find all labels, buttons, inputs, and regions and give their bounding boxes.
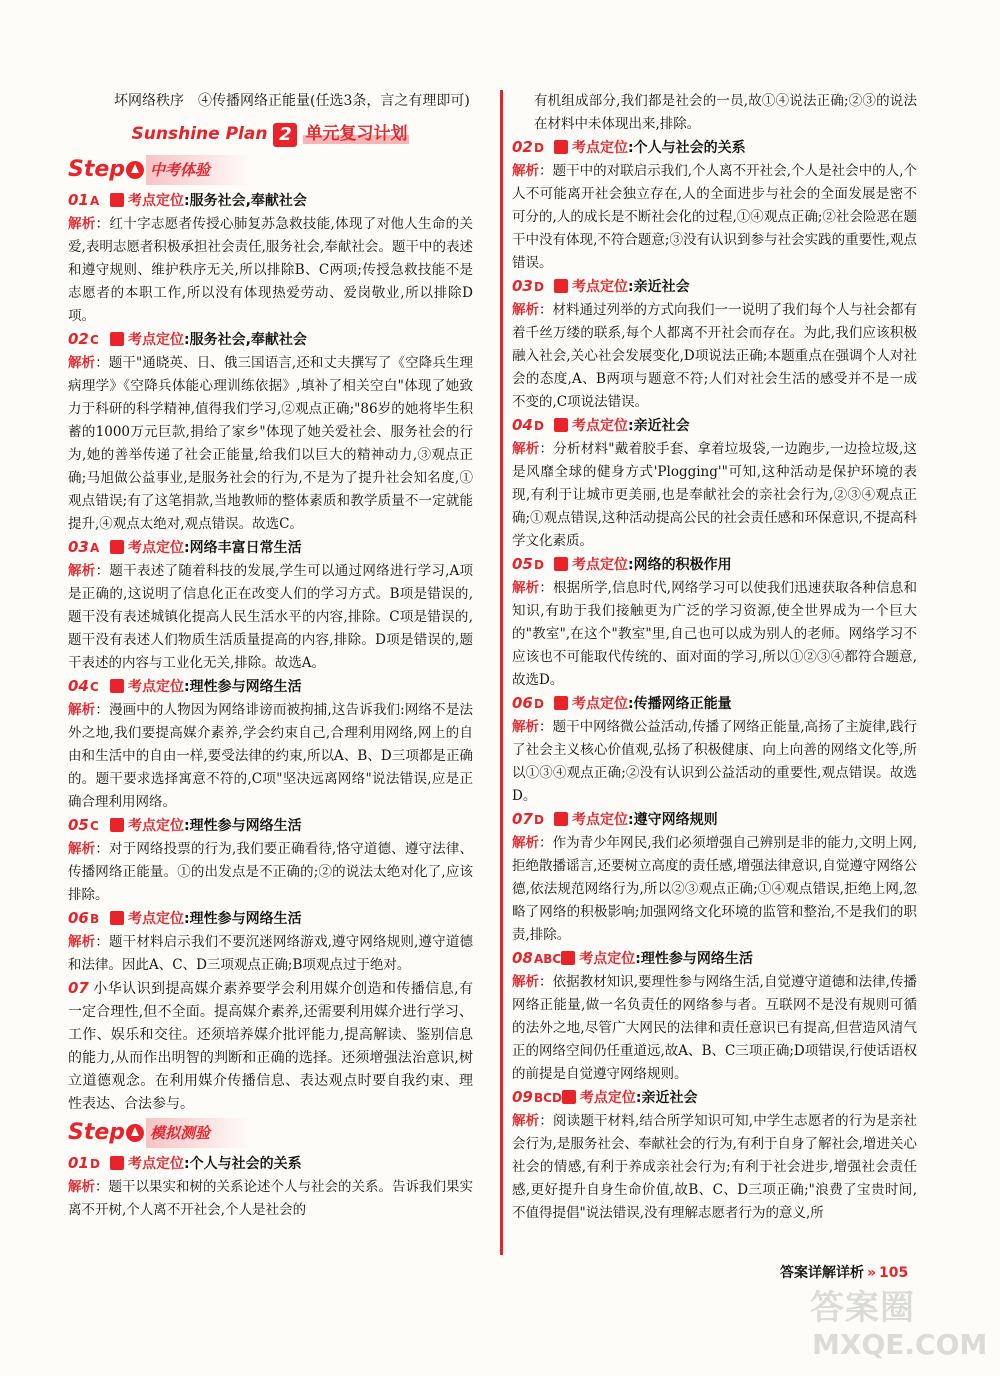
answer-choice: A (90, 194, 100, 208)
answer-head (512, 947, 917, 971)
answer-item (512, 275, 917, 414)
analysis-label: 解析 (512, 302, 539, 318)
analysis-text: ：红十字志愿者传授心肺复苏急救技能,体现了对他人生命的关爱,表明志愿者积极承担社会责任,服务社会,奉献社会。题干中的表述和遵守规则、维护秩序无关,所以排除B、C两项;传授急救技能不是志愿者的本职工作,所以没有体现热爱劳动、爱岗敬业,所以排除D项。 (68, 216, 473, 324)
item-number: 04 (512, 416, 533, 434)
answer-head (68, 907, 473, 931)
step-title: 模拟测验 (146, 1118, 250, 1148)
topic-value: 亲近社会 (641, 1090, 698, 1106)
topic-value: 传播网络正能量 (633, 696, 732, 712)
item-number: 03 (512, 277, 533, 295)
answer-item (68, 814, 473, 907)
answer-item (68, 907, 473, 977)
answer-item (512, 808, 917, 947)
topic-colon: : (628, 418, 634, 434)
analysis-body (512, 577, 917, 692)
answer-head (512, 692, 917, 716)
topic-colon: : (184, 679, 190, 695)
analysis-body (512, 299, 917, 414)
answer-head (68, 814, 473, 838)
answer-choice: B (90, 912, 100, 926)
plan-number: 2 (273, 123, 297, 147)
topic-colon: : (184, 1156, 190, 1172)
answer-item (512, 553, 917, 692)
item-number: 02 (512, 138, 533, 156)
topic-colon: : (628, 279, 634, 295)
topic-colon: : (184, 193, 190, 209)
analysis-label: 解析 (68, 934, 96, 950)
topic-label: 考点定位 (572, 418, 628, 434)
analysis-body (512, 832, 917, 947)
step-2-header (68, 1118, 473, 1148)
topic-value: 亲近社会 (633, 418, 690, 434)
item-number: 04 (68, 677, 89, 695)
step-title: 中考体验 (146, 155, 250, 185)
analysis-body (512, 1110, 917, 1225)
analysis-text: ：题干中网络微公益活动,传播了网络正能量,高扬了主旋律,践行了社会主义核心价值观,弘扬了积极健康、向上向善的网络文化等,所以①③④观点正确;②没有认识到公益活动的重要性,观点错误。故选D。 (512, 719, 918, 804)
answer-head (512, 553, 917, 577)
pen-icon (110, 1156, 124, 1170)
topic-value: 亲近社会 (633, 279, 690, 295)
page-footer (780, 1262, 908, 1282)
analysis-label: 解析 (68, 702, 96, 718)
topic-value: 理性参与网络生活 (640, 951, 753, 967)
answer-item (512, 414, 917, 553)
answer-choice: ABC (534, 952, 562, 966)
topic-value: 个人与社会的关系 (189, 1156, 302, 1172)
topic-colon: : (628, 557, 634, 573)
intro-text: 坏网络秩序 ④传播网络正能量(任选3条，言之有理即可) (114, 93, 470, 109)
topic-value: 理性参与网络生活 (189, 818, 302, 834)
analysis-text: ：漫画中的人物因为网络诽谤而被拘捕,这告诉我们:网络不是法外之地,我们要提高媒介素养,学会约束自己,合理利用网络,网上的自由和生活中的自由一样,要受法律的约束,所以A、B、D三项都是正确的。题干要求选择寓意不符的,C项"坚决远离网络"说法错误,应是正确合理利用网络。 (68, 702, 473, 810)
analysis-label: 解析 (512, 1113, 540, 1129)
analysis-label: 解析 (68, 216, 96, 232)
analysis-body (68, 352, 473, 536)
answer-item (68, 189, 473, 328)
topic-colon: : (184, 332, 190, 348)
topic-label: 考点定位 (572, 812, 628, 828)
item-number: 09 (512, 1088, 533, 1106)
analysis-text: ：对于网络投票的行为,我们要正确看待,恪守道德、遵守法律、传播网络正能量。①的出发点是不正确的;②的说法太绝对化了,应该排除。 (68, 841, 473, 903)
topic-label: 考点定位 (572, 140, 628, 156)
right-column (512, 90, 917, 1225)
analysis-text: ：题干表述了随着科技的发展,学生可以通过网络进行学习,A项是正确的,这说明了信息化正在改变人们的学习方式。B项是错误的,题干没有表述城镇化提高人民生活水平的内容,排除。C项是错误的,题干没有表述人们物质生活质量提高的内容,排除。D项是错误的,题干表述的内容与工业化无关,排除。故选A。 (68, 563, 473, 671)
pen-icon (110, 193, 124, 207)
analysis-label: 解析 (68, 563, 96, 579)
analysis-label: 解析 (512, 974, 540, 990)
topic-label: 考点定位 (128, 679, 184, 695)
answer-head (512, 1086, 917, 1110)
analysis-body (68, 1176, 473, 1222)
item-number: 08 (512, 949, 533, 967)
topic-value: 理性参与网络生活 (189, 679, 302, 695)
answer-head (512, 136, 917, 160)
pen-icon (110, 332, 124, 346)
step-badge-icon (126, 1124, 144, 1142)
answer-choice: D (534, 141, 544, 155)
topic-colon: : (628, 140, 634, 156)
topic-label: 考点定位 (128, 1156, 184, 1172)
answer-head (68, 675, 473, 699)
pen-icon (554, 140, 568, 154)
topic-label: 考点定位 (572, 696, 628, 712)
item-number: 01 (68, 191, 89, 209)
watermark-url: MXQE.COM (812, 1328, 988, 1361)
plan-header (68, 119, 473, 149)
left-column (68, 90, 473, 1222)
topic-label: 考点定位 (128, 332, 184, 348)
pen-icon (110, 540, 124, 554)
answer-choice: C (90, 680, 99, 694)
answer-choice: D (534, 813, 544, 827)
analysis-body (512, 971, 917, 1086)
answer-head (512, 275, 917, 299)
analysis-label: 解析 (512, 580, 540, 596)
topic-value: 理性参与网络生活 (189, 911, 302, 927)
item-number: 06 (68, 909, 89, 927)
step-label: Step (68, 157, 126, 182)
answer-choice: A (90, 541, 100, 555)
topic-value: 网络丰富日常生活 (189, 540, 302, 556)
analysis-text: ：材料通过列举的方式向我们一一说明了我们每个人与社会都有着千丝万缕的联系,每个人都离不开社会而存在。为此,我们应该积极融入社会,关心社会发展变化,D项说法正确;本题重点在强调个人对社会的态度,A、B两项与题意不符;人们对社会生活的感受并不是一成不变的,C项说法错误。 (512, 302, 917, 410)
topic-label: 考点定位 (128, 193, 184, 209)
step-1-header (68, 155, 473, 185)
analysis-text: ：根据所学,信息时代,网络学习可以使我们迅速获取各种信息和知识,有助于我们接触更为广泛的学习资源,使全世界成为一个巨大的"教室",在这个"教室"里,自己也可以成为别人的老师。网络学习不应该也不可能取代传统的、面对面的学习,所以①②③④都符合题意,故选D。 (512, 580, 917, 688)
topic-label: 考点定位 (579, 951, 636, 967)
analysis-body (512, 160, 917, 275)
analysis-text: ：题干以果实和树的关系论述个人与社会的关系。告诉我们果实离不开树,个人离不开社会,个人是社会的 (68, 1179, 473, 1218)
analysis-body (68, 699, 473, 814)
page-number: 105 (879, 1265, 909, 1281)
analysis-text: ：阅读题干材料,结合所学知识可知,中学生志愿者的行为是亲社会行为,是服务社会、奉献社会的行为,有利于自身了解社会,增进关心社会的情感,有利于养成亲社会行为;有利于社会进步,增强社会责任感,更好提升自身生命价值,故B、C、D三项正确;"浪费了宝贵时间,不值得提倡"说法错误,没有理解志愿者行为的意义,所 (512, 1113, 917, 1221)
topic-colon: : (184, 911, 190, 927)
answer-item (68, 675, 473, 814)
topic-colon: : (628, 812, 634, 828)
step-label: Step (68, 1120, 126, 1145)
answer-choice: D (90, 1157, 100, 1171)
plan-title-en: Sunshine Plan (131, 124, 268, 144)
analysis-label: 解析 (512, 719, 540, 735)
item-number: 07 (512, 810, 533, 828)
answer-head (68, 536, 473, 560)
answer-item (512, 1086, 917, 1225)
answer-item (68, 536, 473, 675)
analysis-label: 解析 (68, 355, 96, 371)
section-2-items-right (512, 136, 917, 1225)
analysis-text: ：作为青少年网民,我们必须增强自己辨别是非的能力,文明上网,拒绝散播谣言,还要树立高度的责任感,增强法律意识,自觉遵守网络公德,依法规范网络行为,所以②③观点正确;①④观点错误,拒绝上网,忽略了网络的积极影响;加强网络文化环境的监管和整治,不是我们的职责,排除。 (512, 835, 918, 943)
item-number: 03 (68, 538, 89, 556)
topic-value: 网络的积极作用 (633, 557, 732, 573)
analysis-label: 解析 (512, 441, 540, 457)
step-badge-icon (126, 161, 144, 179)
answer-choice: D (534, 419, 544, 433)
item-number: 02 (68, 330, 89, 348)
answer-choice: BCD (534, 1091, 562, 1105)
answer-choice: D (534, 280, 544, 294)
analysis-body (68, 931, 473, 977)
item-number: 01 (68, 1154, 89, 1172)
pen-icon (110, 911, 124, 925)
topic-value: 个人与社会的关系 (633, 140, 746, 156)
pen-icon (554, 279, 568, 293)
analysis-body (512, 438, 917, 553)
analysis-body (512, 716, 917, 808)
answer-item (512, 947, 917, 1086)
footer-label: 答案详解详析 (780, 1265, 864, 1281)
topic-colon: : (628, 696, 634, 712)
answer-choice: D (534, 697, 544, 711)
answer-item (68, 1152, 473, 1222)
topic-colon: : (635, 1090, 642, 1106)
analysis-text: ：题干"通晓英、日、俄三国语言,还和丈夫撰写了《空降兵生理病理学》《空降兵体能心理训练依据》,填补了相关空白"体现了她致力于科研的科学精神,值得我们学习,②观点正确;"86岁的她将毕生积蓄的1000万元巨款,捐给了家乡"体现了她关爱社会、服务社会的行为,她的善举传递了社会正能量,给我们以巨大的精神动力,③观点正确;马旭做公益事业,是服务社会的行为,不是为了提升社会知名度,①观点错误;有了这笔捐款,当地教师的整体素质和教学质量不一定就能提升,④观点太绝对,观点错误。故选C。 (68, 355, 474, 532)
answer-item (68, 328, 473, 536)
pen-icon (554, 696, 568, 710)
section-2-items-left (68, 1152, 473, 1222)
answer-head (68, 189, 473, 213)
item-number: 05 (512, 555, 533, 573)
pen-icon (554, 557, 568, 571)
pen-icon (561, 951, 575, 965)
analysis-text: ：题干中的对联启示我们,个人离不开社会,个人是社会中的人,个人不可能离开社会独立存在,人的全面进步与社会的全面发展是密不可分的,人的成长是不断社会化的过程,①④观点正确;②社会险恶在题干中没有体现,不符合题意;③没有认识到参与社会实践的重要性,观点错误。 (512, 163, 918, 271)
analysis-text: ：依据教材知识,要理性参与网络生活,自觉遵守道德和法律,传播网络正能量,做一名负责任的网络参与者。互联网不是没有规则可循的法外之地,尽管广大网民的法律和责任意识已有提高,但营造风清气正的网络空间仍任重道远,故A、B、C三项正确;D项错误,行使话语权的前提是自觉遵守网络规则。 (512, 974, 918, 1082)
analysis-text: ：分析材料"戴着胶手套、拿着垃圾袋,一边跑步,一边捡垃圾,这是风靡全球的健身方式'Plogging'"可知,这种活动是保护环境的表现,有利于让城市更美丽,也是奉献社会的亲社会行为,②③④观点正确;①观点错误,这种活动提高公民的社会责任感和环保意识,不提高科学文化素质。 (512, 441, 917, 549)
answer-head (68, 328, 473, 352)
topic-value: 服务社会,奉献社会 (189, 193, 307, 209)
answer-head (68, 1152, 473, 1176)
pen-icon (110, 679, 124, 693)
answer-head (512, 808, 917, 832)
pen-icon (554, 812, 568, 826)
analysis-body (68, 560, 473, 675)
answer-item (512, 136, 917, 275)
answer-choice: C (90, 819, 99, 833)
section-1-items (68, 189, 473, 977)
analysis-body (68, 213, 473, 328)
topic-colon: : (184, 540, 190, 556)
analysis-label: 解析 (512, 835, 540, 851)
item-number: 07 (68, 979, 89, 997)
item-07 (68, 977, 473, 1116)
topic-colon: : (184, 818, 190, 834)
item-number: 06 (512, 694, 533, 712)
watermark-logo: 答案圈 (810, 1288, 915, 1328)
column-divider (500, 90, 503, 1255)
analysis-label: 解析 (68, 1179, 95, 1195)
pen-icon (554, 418, 568, 432)
answer-choice: C (90, 333, 99, 347)
item-number: 05 (68, 816, 89, 834)
item-text: 小华认识到提高媒介素养要学会利用媒介创造和传播信息,有一定合理性,但不全面。提高媒介素养,还需要利用媒介进行学习、工作、娱乐和交往。还须培养媒介批评能力,提高解读、鉴别信息的能力,从而作出明智的判断和正确的选择。还须增强法治意识,树立道德观念。在利用媒介传播信息、表达观点时要自我约束、理性表达、合法参与。 (68, 981, 473, 1112)
footer-arrow-icon: » (867, 1265, 877, 1281)
answer-head (512, 414, 917, 438)
analysis-text: ：题干材料启示我们不要沉迷网络游戏,遵守网络规则,遵守道德和法律。因此A、C、D三项观点正确;B项观点过于绝对。 (68, 934, 473, 973)
analysis-label: 解析 (68, 841, 96, 857)
answer-choice: D (534, 558, 544, 572)
topic-label: 考点定位 (572, 557, 628, 573)
topic-value: 遵守网络规则 (633, 812, 718, 828)
topic-colon: : (635, 951, 641, 967)
pen-icon (562, 1090, 576, 1104)
topic-value: 服务社会,奉献社会 (189, 332, 307, 348)
topic-label: 考点定位 (128, 818, 184, 834)
topic-label: 考点定位 (572, 279, 628, 295)
analysis-body (68, 838, 473, 907)
continued-text: 有机组成部分,我们都是社会的一员,故①④说法正确;②③的说法在材料中未体现出来,排除。 (534, 93, 917, 132)
plan-title-cn: 单元复习计划 (305, 124, 408, 144)
topic-label: 考点定位 (128, 540, 184, 556)
topic-label: 考点定位 (128, 911, 184, 927)
analysis-label: 解析 (512, 163, 540, 179)
topic-label: 考点定位 (579, 1090, 636, 1106)
pen-icon (110, 818, 124, 832)
answer-item (512, 692, 917, 808)
